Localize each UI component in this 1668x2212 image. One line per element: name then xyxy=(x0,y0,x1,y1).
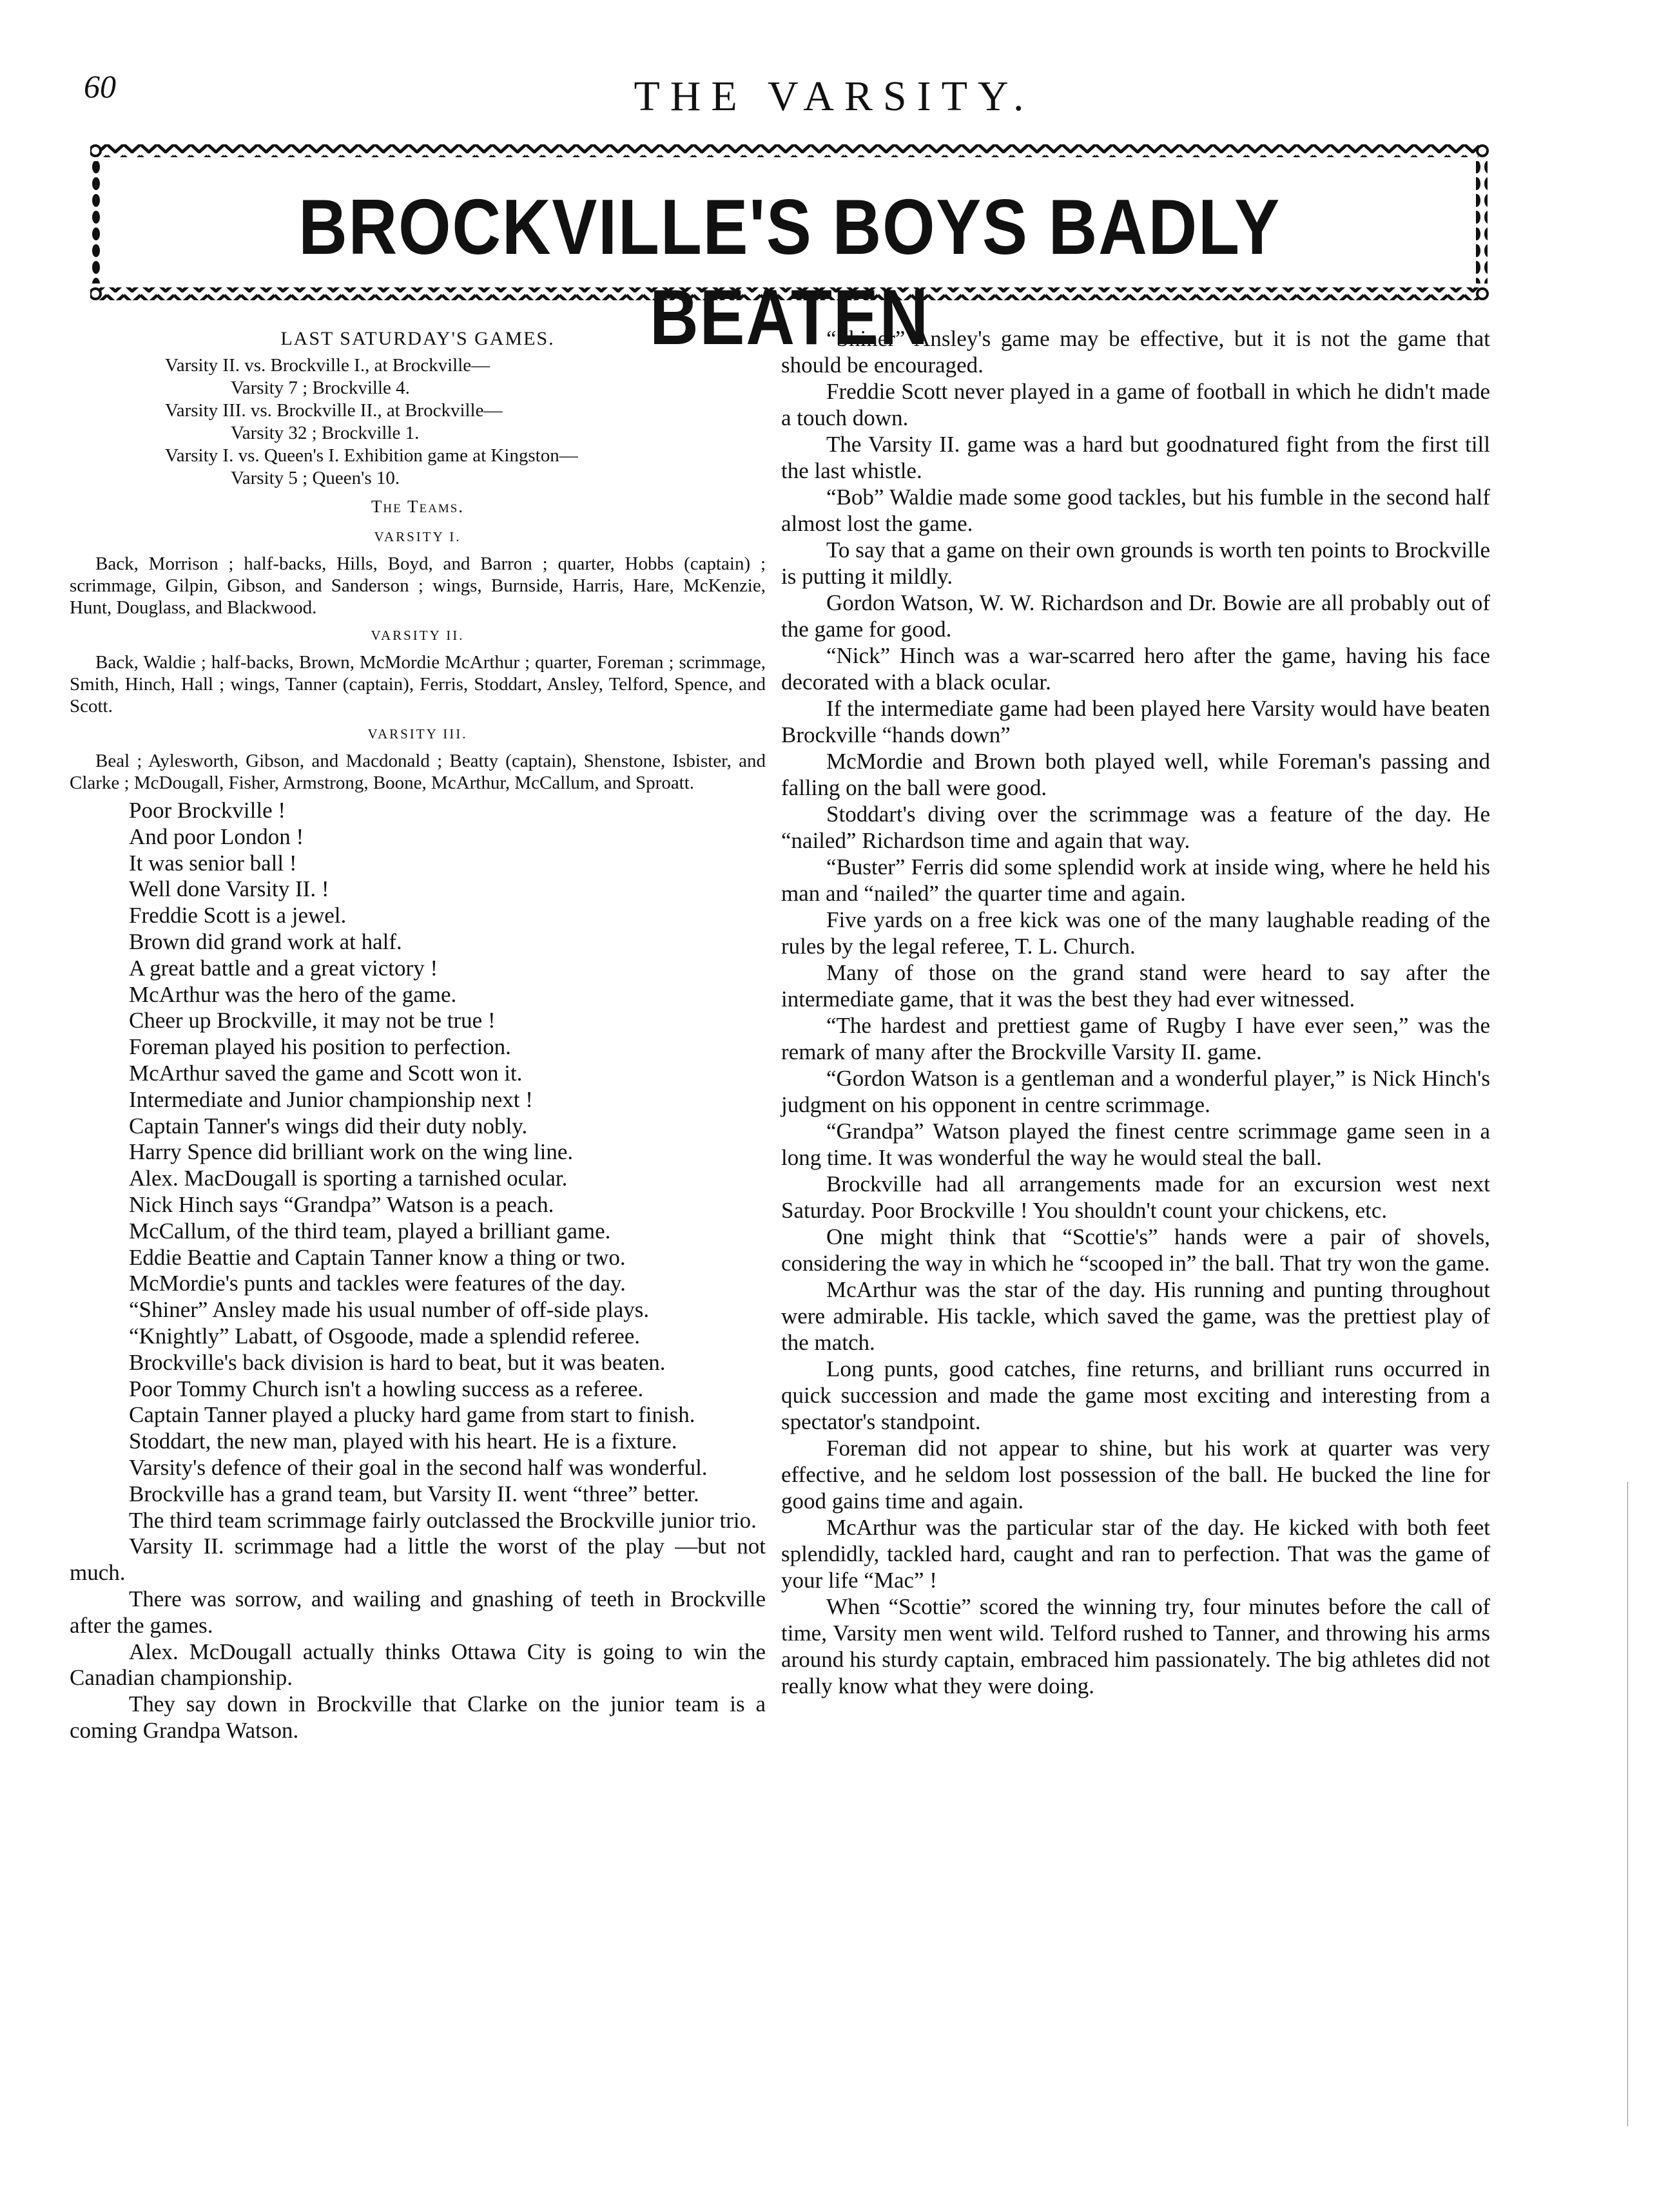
list-item: “Knightly” Labatt, of Osgoode, made a splendid referee. xyxy=(129,1323,641,1349)
paragraph: “Shiner” Ansley's game may be effective, but it is not the game that should be encouraged. xyxy=(781,326,1490,378)
list-item: Stoddart, the new man, played with his heart. He is a fixture. xyxy=(129,1428,677,1454)
paragraph: Long punts, good catches, fine returns, and brilliant runs occurred in quick succession and made the game most exciting and interesting from a spectator's standpoint. xyxy=(781,1356,1490,1434)
list-item: Captain Tanner played a plucky hard game from start to finish. xyxy=(129,1402,695,1428)
paragraph: Many of those on the grand stand were heard to say after the intermediate game, that it was the best they had ever witnessed. xyxy=(781,960,1490,1012)
list-item: Alex. MacDougall is sporting a tarnished ocular. xyxy=(129,1166,568,1191)
team-name-varsity-2: VARSITY II. xyxy=(371,628,465,643)
paragraph: Brockville had all arrangements made for an excursion west next Saturday. Poor Brockville ! You shouldn't count your chickens, etc. xyxy=(781,1171,1490,1223)
left-column xyxy=(70,325,766,1744)
headline: BROCKVILLE'S BOYS BADLY BEATEN xyxy=(298,183,1281,361)
list-item: Nick Hinch says “Grandpa” Watson is a peach. xyxy=(129,1191,554,1217)
paragraph: McMordie and Brown both played well, while Foreman's passing and falling on the ball were good. xyxy=(781,749,1490,800)
game-line: Varsity III. vs. Brockville II., at Brockville— xyxy=(165,400,503,421)
paragraph: Stoddart's diving over the scrimmage was a feature of the day. He “nailed” Richardson time and again that way. xyxy=(781,802,1490,853)
list-item: Brockville has a grand team, but Varsity II. went “three” better. xyxy=(129,1481,699,1506)
paragraph: “The hardest and prettiest game of Rugby I have ever seen,” was the remark of many after the Brockville Varsity II. game. xyxy=(781,1013,1490,1064)
list-item: The third team scrimmage fairly outclassed the Brockville junior trio. xyxy=(129,1507,757,1533)
list-item: Varsity II. scrimmage had a little the worst of the play —but not much. xyxy=(70,1534,766,1586)
right-column xyxy=(781,325,1490,1699)
team-name-varsity-1: VARSITY I. xyxy=(374,529,461,544)
list-item: Poor Brockville ! xyxy=(129,798,286,823)
list-item: Captain Tanner's wings did their duty nobly. xyxy=(129,1113,528,1139)
list-item: There was sorrow, and wailing and gnashing of teeth in Brockville after the games. xyxy=(70,1586,766,1638)
game-line: Varsity 32 ; Brockville 1. xyxy=(231,423,420,443)
game-line: Varsity 7 ; Brockville 4. xyxy=(231,378,410,398)
games-heading: LAST SATURDAY'S GAMES. xyxy=(280,328,555,349)
list-item: Intermediate and Junior championship next ! xyxy=(129,1086,533,1112)
list-item: Eddie Beattie and Captain Tanner know a thing or two. xyxy=(129,1244,626,1270)
paragraph: Five yards on a free kick was one of the many laughable reading of the rules by the legal referee, T. L. Church. xyxy=(781,907,1490,959)
team-lineup-varsity-2: Back, Waldie ; half-backs, Brown, McMordie McArthur ; quarter, Foreman ; scrimmage, Smith, Hinch, Hall ; wings, Tanner (captain), Ferris, Stoddart, Ansley, Telford, Spence, and Scott. xyxy=(70,652,766,716)
list-item: Alex. McDougall actually thinks Ottawa City is going to win the Canadian championship. xyxy=(70,1639,766,1691)
list-item: McMordie's punts and tackles were features of the day. xyxy=(129,1271,626,1296)
paragraph: If the intermediate game had been played here Varsity would have beaten Brockville “hands down” xyxy=(781,696,1490,747)
list-item: McArthur saved the game and Scott won it. xyxy=(129,1060,523,1086)
paragraph: One might think that “Scottie's” hands were a pair of shovels, considering the way in which he “scooped in” the ball. That try won the game. xyxy=(781,1224,1490,1276)
list-item: Poor Tommy Church isn't a howling success as a referee. xyxy=(129,1376,644,1401)
paragraph: “Bob” Waldie made some good tackles, but his fumble in the second half almost lost the game. xyxy=(781,485,1490,536)
team-lineup-varsity-3: Beal ; Aylesworth, Gibson, and Macdonald ; Beatty (captain), Shenstone, Isbister, and Clarke ; McDougall, Fisher, Armstrong, Boone, McArthur, McCallum, and Sproatt. xyxy=(70,751,766,793)
list-item: Foreman played his position to perfection. xyxy=(129,1034,511,1060)
game-line: Varsity 5 ; Queen's 10. xyxy=(231,468,400,488)
team-name-varsity-3: VARSITY III. xyxy=(367,726,468,742)
paragraph: “Gordon Watson is a gentleman and a wonderful player,” is Nick Hinch's judgment on his opponent in centre scrimmage. xyxy=(781,1066,1490,1117)
paragraph: The Varsity II. game was a hard but goodnatured fight from the first till the last whistle. xyxy=(781,432,1490,483)
paragraph: To say that a game on their own grounds is worth ten points to Brockville is putting it mildly. xyxy=(781,537,1490,589)
list-item: It was senior ball ! xyxy=(129,850,297,876)
list-item: Varsity's defence of their goal in the second half was wonderful. xyxy=(129,1454,708,1480)
list-item: McCallum, of the third team, played a brilliant game. xyxy=(129,1218,611,1244)
paragraph: “Grandpa” Watson played the finest centre scrimmage game seen in a long time. It was wonderful the way he would steal the ball. xyxy=(781,1119,1490,1170)
list-item: “Shiner” Ansley made his usual number of off-side plays. xyxy=(129,1297,650,1323)
paragraph: Gordon Watson, W. W. Richardson and Dr. Bowie are all probably out of the game for good. xyxy=(781,590,1490,642)
paragraph: When “Scottie” scored the winning try, four minutes before the call of time, Varsity men went wild. Telford rushed to Tanner, and throwing his arms around his sturdy captain, embraced him passionately. The big athletes did not really know what they were doing. xyxy=(781,1594,1490,1698)
scan-edge-mark xyxy=(1627,1482,1628,2126)
paragraph: “Buster” Ferris did some splendid work at inside wing, where he held his man and “nailed” the quarter time and again. xyxy=(781,854,1490,906)
teams-heading: The Teams. xyxy=(371,497,465,516)
paragraph: Foreman did not appear to shine, but his work at quarter was very effective, and he seldom lost possession of the ball. He bucked the line for good gains time and again. xyxy=(781,1436,1490,1514)
list-item: Brockville's back division is hard to beat, but it was beaten. xyxy=(129,1349,666,1375)
list-item: Well done Varsity II. ! xyxy=(129,876,329,902)
list-item: Freddie Scott is a jewel. xyxy=(129,903,347,928)
paragraph: McArthur was the star of the day. His running and punting throughout were admirable. His tackle, which saved the game, was the prettiest play of the match. xyxy=(781,1277,1490,1355)
list-item: A great battle and a great victory ! xyxy=(129,955,438,981)
list-item: Brown did grand work at half. xyxy=(129,928,402,954)
paragraph: McArthur was the particular star of the day. He kicked with both feet splendidly, tackled hard, caught and ran to perfection. That was the game of your life “Mac” ! xyxy=(781,1515,1490,1593)
list-item: Harry Spence did brilliant work on the wing line. xyxy=(129,1139,574,1165)
paragraph: Freddie Scott never played in a game of football in which he didn't made a touch down. xyxy=(781,379,1490,430)
game-line: Varsity II. vs. Brockville I., at Brockville— xyxy=(165,355,490,376)
list-item: And poor London ! xyxy=(129,823,304,849)
game-line: Varsity I. vs. Queen's I. Exhibition game at Kingston— xyxy=(165,445,578,466)
list-item: They say down in Brockville that Clarke on the junior team is a coming Grandpa Watson. xyxy=(70,1691,766,1743)
list-item: McArthur was the hero of the game. xyxy=(129,981,457,1007)
page-number: 60 xyxy=(84,68,116,104)
team-lineup-varsity-1: Back, Morrison ; half-backs, Hills, Boyd, and Barron ; quarter, Hobbs (captain) ; scrimmage, Gilpin, Gibson, and Sanderson ; wings, Burnside, Harris, Hare, McKenzie, Hunt, Douglass, and Blackwood. xyxy=(70,553,766,618)
masthead-title: THE VARSITY. xyxy=(634,73,1034,120)
list-item: Cheer up Brockville, it may not be true ! xyxy=(129,1008,496,1034)
paragraph: “Nick” Hinch was a war-scarred hero after the game, having his face decorated with a black ocular. xyxy=(781,643,1490,695)
left-items xyxy=(70,798,766,1744)
